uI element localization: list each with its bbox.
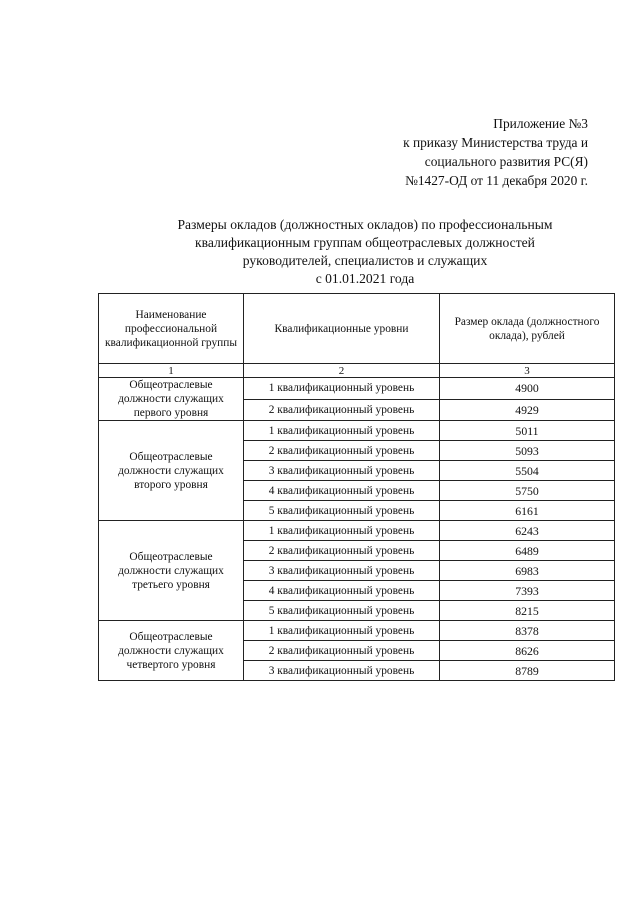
salary-cell: 6489 bbox=[440, 541, 615, 561]
salary-cell: 6983 bbox=[440, 561, 615, 581]
salary-cell: 8626 bbox=[440, 641, 615, 661]
level-cell: 2 квалификационный уровень bbox=[244, 441, 440, 461]
level-cell: 3 квалификационный уровень bbox=[244, 561, 440, 581]
column-number: 1 bbox=[99, 364, 244, 378]
salary-cell: 5504 bbox=[440, 461, 615, 481]
level-cell: 2 квалификационный уровень bbox=[244, 399, 440, 421]
title-line: квалификационным группам общеотраслевых должностей bbox=[195, 235, 535, 250]
level-cell: 1 квалификационный уровень bbox=[244, 421, 440, 441]
salary-cell: 5750 bbox=[440, 481, 615, 501]
salary-cell: 8789 bbox=[440, 661, 615, 681]
level-cell: 5 квалификационный уровень bbox=[244, 501, 440, 521]
group-name-cell: Общеотраслевые должности служащих второго уровня bbox=[99, 421, 244, 521]
table-row bbox=[99, 421, 615, 441]
salary-cell: 5093 bbox=[440, 441, 615, 461]
group-name-cell: Общеотраслевые должности служащих третьего уровня bbox=[99, 521, 244, 621]
column-header: Наименование профессиональной квалификационной группы bbox=[99, 294, 244, 364]
salary-cell: 5011 bbox=[440, 421, 615, 441]
salary-cell: 8215 bbox=[440, 601, 615, 621]
level-cell: 3 квалификационный уровень bbox=[244, 461, 440, 481]
salary-cell: 6243 bbox=[440, 521, 615, 541]
salary-cell: 6161 bbox=[440, 501, 615, 521]
title-line: Размеры окладов (должностных окладов) по профессиональным bbox=[177, 217, 553, 232]
salary-table bbox=[98, 293, 615, 681]
title-line: руководителей, специалистов и служащих bbox=[242, 253, 488, 268]
salary-cell: 7393 bbox=[440, 581, 615, 601]
title-line: с 01.01.2021 года bbox=[315, 271, 415, 286]
table-row bbox=[99, 621, 615, 641]
column-header: Квалификационные уровни bbox=[244, 294, 440, 364]
level-cell: 1 квалификационный уровень bbox=[244, 621, 440, 641]
level-cell: 2 квалификационный уровень bbox=[244, 541, 440, 561]
column-number-row bbox=[99, 364, 615, 378]
appendix-line: социального развития РС(Я) bbox=[424, 154, 588, 169]
salary-cell: 4900 bbox=[440, 378, 615, 400]
group-name-cell: Общеотраслевые должности служащих первого уровня bbox=[99, 378, 244, 421]
group-name-cell: Общеотраслевые должности служащих четвертого уровня bbox=[99, 621, 244, 681]
appendix-line: №1427-ОД от 11 декабря 2020 г. bbox=[405, 173, 588, 188]
salary-cell: 4929 bbox=[440, 399, 615, 421]
appendix-line: к приказу Министерства труда и bbox=[403, 135, 588, 150]
column-number: 3 bbox=[440, 364, 615, 378]
level-cell: 2 квалификационный уровень bbox=[244, 641, 440, 661]
level-cell: 5 квалификационный уровень bbox=[244, 601, 440, 621]
salary-cell: 8378 bbox=[440, 621, 615, 641]
appendix-reference bbox=[403, 114, 588, 190]
table-header-row bbox=[99, 294, 615, 364]
table-row bbox=[99, 521, 615, 541]
document-title bbox=[100, 216, 630, 288]
level-cell: 1 квалификационный уровень bbox=[244, 378, 440, 400]
level-cell: 4 квалификационный уровень bbox=[244, 481, 440, 501]
column-number: 2 bbox=[244, 364, 440, 378]
table-row bbox=[99, 378, 615, 400]
level-cell: 4 квалификационный уровень bbox=[244, 581, 440, 601]
appendix-line: Приложение №3 bbox=[493, 116, 588, 131]
column-header: Размер оклада (должностного оклада), рублей bbox=[440, 294, 615, 364]
level-cell: 3 квалификационный уровень bbox=[244, 661, 440, 681]
level-cell: 1 квалификационный уровень bbox=[244, 521, 440, 541]
